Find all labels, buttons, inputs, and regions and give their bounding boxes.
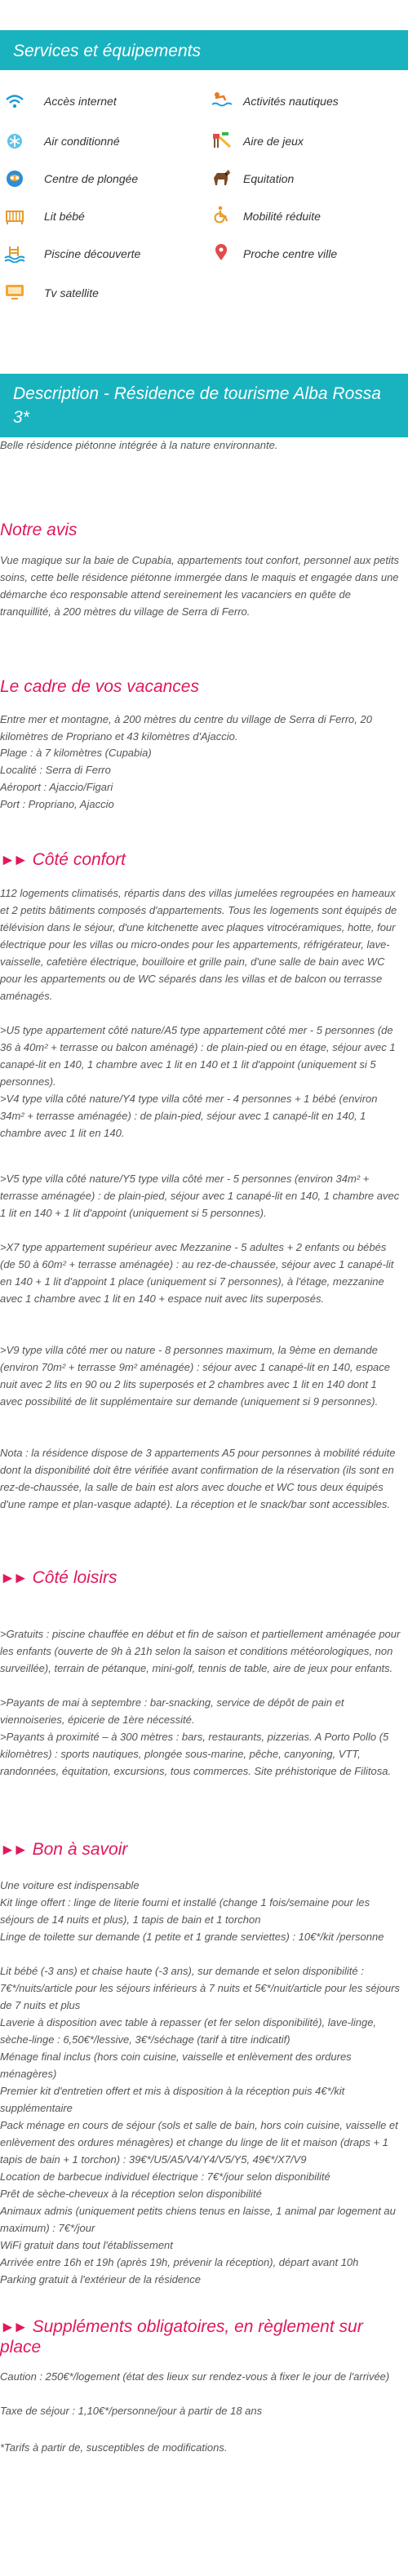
notre-avis-heading: Notre avis	[0, 521, 78, 539]
savoir-line: Laverie à disposition avec table à repasser (et fer selon disponibilité), lave-linge, sèche-linge : 6,50€*/lessive, 3€*/séchage (tarif à titre indicatif)	[0, 2016, 377, 2046]
savoir-line: Premier kit d'entretien offert et mis à disposition à la réception puis 4€*/kit supplémentaire	[0, 2085, 345, 2114]
description-intro: Belle résidence piétonne intégrée à la nature environnante.	[0, 439, 278, 451]
cadre-line: Port : Propriano, Ajaccio	[0, 798, 114, 810]
supplements-heading	[0, 2317, 392, 2357]
service-crib: Lit bébé	[44, 210, 85, 223]
cadre-line: Aéroport : Ajaccio/Figari	[0, 781, 113, 793]
air-conditioning-icon	[4, 132, 25, 150]
wifi-icon	[4, 92, 25, 110]
savoir-line: Animaux admis (uniquement petits chiens tenus en laisse, 1 animal par logement au maximum) : 7€*/jour	[0, 2205, 396, 2234]
service-diving: Centre de plongée	[44, 172, 139, 185]
savoir-line: Arrivée entre 16h et 19h (après 19h, prévenir la réception), départ avant 10h	[0, 2256, 359, 2268]
loisirs-line: >Payants à proximité – à 300 mètres : bars, restaurants, pizzerias. A Porto Pollo (5 kilomètres) : sports nautiques, plongée sous-marine, pêche, canyoning, VTT, randonnées, équitation, excursions, tous commerces. Site préhistorique de Filitosa.	[0, 1731, 392, 1777]
diving-icon	[4, 170, 25, 188]
arrow-icon: ►►	[0, 1570, 26, 1587]
wheelchair-icon	[211, 206, 232, 224]
playground-icon	[211, 131, 232, 149]
loisirs-line: >Payants de mai à septembre : bar-snacking, service de dépôt de pain et viennoiseries, épicerie de 1ère nécessité.	[0, 1696, 344, 1726]
savoir-line: Prêt de sèche-cheveux à la réception selon disponibilité	[0, 2188, 262, 2200]
description-title-bar	[0, 374, 408, 437]
savoir-line: Parking gratuit à l'extérieur de la résidence	[0, 2273, 202, 2286]
confort-line: >U5 type appartement côté nature/A5 type appartement côté mer - 5 personnes (de 36 à 40m² + terrasse ou balcon aménagé) : de plain-pied ou en étage, séjour avec 1 canapé-lit en 140, 1 chambre avec 1 lit en 140 et 1 lit d'appoint (uniquement si 5 personnes).	[0, 1024, 396, 1088]
loisirs-line: >Gratuits : piscine chauffée en début et fin de saison et partiellement aménagée pour les enfants (ouverte de 9h à 21h selon la saison et conditions météorologiques, non surveillée), terrain de pétanque, mini-golf, tennis de table, aire de jeux pour enfants.	[0, 1628, 401, 1674]
confort-heading	[0, 849, 126, 871]
service-internet: Accès internet	[44, 95, 117, 108]
savoir-line: Ménage final inclus (hors coin cuisine, vaisselle et enlèvement des ordures ménagères)	[0, 2051, 352, 2080]
confort-line: >V5 type villa côté nature/Y5 type villa côté mer - 5 personnes (environ 34m² + terrasse aménagée) : de plain-pied, séjour avec 1 canapé-lit en 140, 1 chambre avec 1 lit en 140 + 1 lit d'appoint (uniquement si 5 personnes).	[0, 1173, 400, 1219]
supplements-line: Taxe de séjour : 1,10€*/personne/jour à partir de 18 ans	[0, 2405, 263, 2417]
arrow-icon: ►►	[0, 852, 26, 869]
confort-heading-label: Côté confort	[32, 850, 126, 869]
tv-icon	[4, 282, 25, 300]
arrow-icon: ►►	[0, 1842, 26, 1859]
crib-icon	[4, 207, 25, 225]
confort-line: >X7 type appartement supérieur avec Mezzanine - 5 adultes + 2 enfants ou bébés (de 50 à 60m² + terrasse aménagée) : au rez-de-chaussée, séjour avec 1 canapé-lit en 140 + 1 lit d'appoint 1 place (uniquement si 7 personnes), à l'étage, mezzanine avec 1 chambre avec 1 lit en 140 + espace nuit avec lits superposés.	[0, 1241, 394, 1305]
supplements-line: Caution : 250€*/logement (état des lieux sur rendez-vous à fixer le jour de l'arrivée)	[0, 2370, 390, 2383]
supplements-footnote: *Tarifs à partir de, susceptibles de modifications.	[0, 2441, 228, 2454]
service-nautical: Activités nautiques	[243, 95, 339, 108]
savoir-line: Kit linge offert : linge de literie fourni et installé (change 1 fois/semaine pour les séjours de 14 nuits et plus), 1 tapis de bain et 1 torchon	[0, 1896, 370, 1926]
supplements-heading-label: Suppléments obligatoires, en règlement sur place	[0, 2317, 363, 2357]
service-playground: Aire de jeux	[243, 135, 304, 148]
confort-line: Nota : la résidence dispose de 3 appartements A5 pour personnes à mobilité réduite dont la disponibilité doit être vérifiée avant confirmation de la réservation (ils sont en rez-de-chaussée, la salle de bain est alors avec douche et WC tous deux équipés d'une rampe et plan-vasque adapté). La réception et le snack/bar sont accessibles.	[0, 1447, 396, 1510]
description-title: Description - Résidence de tourisme Alba Rossa 3*	[13, 384, 381, 427]
services-title: Services et équipements	[13, 42, 201, 60]
loisirs-heading	[0, 1567, 118, 1589]
services-title-bar	[0, 30, 408, 70]
cadre-line: Plage : à 7 kilomètres (Cupabia)	[0, 747, 152, 759]
pool-icon	[4, 245, 25, 263]
service-pool: Piscine découverte	[44, 247, 141, 260]
savoir-line: Linge de toilette sur demande (1 petite et 1 grande serviettes) : 10€*/kit /personne	[0, 1931, 384, 1943]
savoir-line: Lit bébé (-3 ans) et chaise haute (-3 ans), sur demande et selon disponibilité : 7€*/nuits/article pour les séjours inférieurs à 7 nuits et 5€*/nuit/article pour les séjours de 7 nuits et plus	[0, 1965, 400, 2011]
service-near-center: Proche centre ville	[243, 247, 338, 260]
map-pin-icon	[211, 243, 232, 261]
savoir-line: Location de barbecue individuel électrique : 7€*/jour selon disponibilité	[0, 2170, 330, 2183]
savoir-heading-label: Bon à savoir	[32, 1840, 128, 1859]
cadre-line: Localité : Serra di Ferro	[0, 764, 111, 776]
service-aircon: Air conditionné	[44, 135, 120, 148]
horse-icon	[211, 168, 232, 186]
service-horse-riding: Equitation	[243, 172, 295, 185]
savoir-line: Pack ménage en cours de séjour (sols et salle de bain, hors coin cuisine, vaisselle et enlèvement des ordures ménagères) et change du linge de lit et maison (draps + 1 tapis de bain + 1 torchon) : 39€*/U5/A5/V4/Y4/V5/Y5, 49€*/X7/V9	[0, 2119, 398, 2166]
confort-line: >V9 type villa côté mer ou nature - 8 personnes maximum, la 9ème en demande (environ 70m² + terrasse 9m² aménagée) : séjour avec 1 canapé-lit en 140, espace nuit avec 2 lits en 90 ou 2 lits superposés et 2 chambres avec 1 lit en 140 dont 1 avec possibilité de lit supplémentaire sur demande (uniquement si 9 personnes).	[0, 1344, 391, 1408]
savoir-line: Une voiture est indispensable	[0, 1879, 140, 1891]
loisirs-heading-label: Côté loisirs	[32, 1568, 118, 1587]
savoir-heading	[0, 1839, 127, 1861]
notre-avis-text: Vue magique sur la baie de Cupabia, appartements tout confort, personnel aux petits soins, cette belle résidence piétonne immergée dans le maquis et engagée dans une démarche éco responsable attend sereinement les vacanciers en quête de tranquillité, à 200 mètres du village de Serra di Ferro.	[0, 554, 400, 618]
savoir-line: WiFi gratuit dans tout l'établissement	[0, 2239, 173, 2251]
service-reduced-mobility: Mobilité réduite	[243, 210, 321, 223]
arrow-icon: ►►	[0, 2319, 26, 2336]
swimmer-icon	[211, 91, 232, 109]
cadre-heading: Le cadre de vos vacances	[0, 677, 199, 696]
confort-line: 112 logements climatisés, répartis dans des villas jumelées regroupées en hameaux et 2 petits bâtiments composés d'appartements. Tous les logements sont équipés de télévision dans le séjour, d'une kitchenette avec plaques vitrocéramiques, hotte, four électrique pour les villas ou micro-ondes pour les appartements, réfrigérateur, lave-vaisselle, cafetière électrique, bouilloire et grille pain, d'une salle de bain avec WC pour les appartements ou de WC séparés dans les villas et de balcon ou terrasse aménagés.	[0, 887, 397, 1002]
confort-line: >V4 type villa côté nature/Y4 type villa côté mer - 4 personnes + 1 bébé (environ 34m² + terrasse aménagée) : de plain-pied, séjour avec 1 canapé-lit en 140, 1 chambre avec 1 lit en 140.	[0, 1093, 378, 1139]
cadre-line: Entre mer et montagne, à 200 mètres du centre du village de Serra di Ferro, 20 kilomètres de Propriano et 43 kilomètres d'Ajaccio.	[0, 713, 372, 743]
service-tv: Tv satellite	[44, 286, 99, 299]
